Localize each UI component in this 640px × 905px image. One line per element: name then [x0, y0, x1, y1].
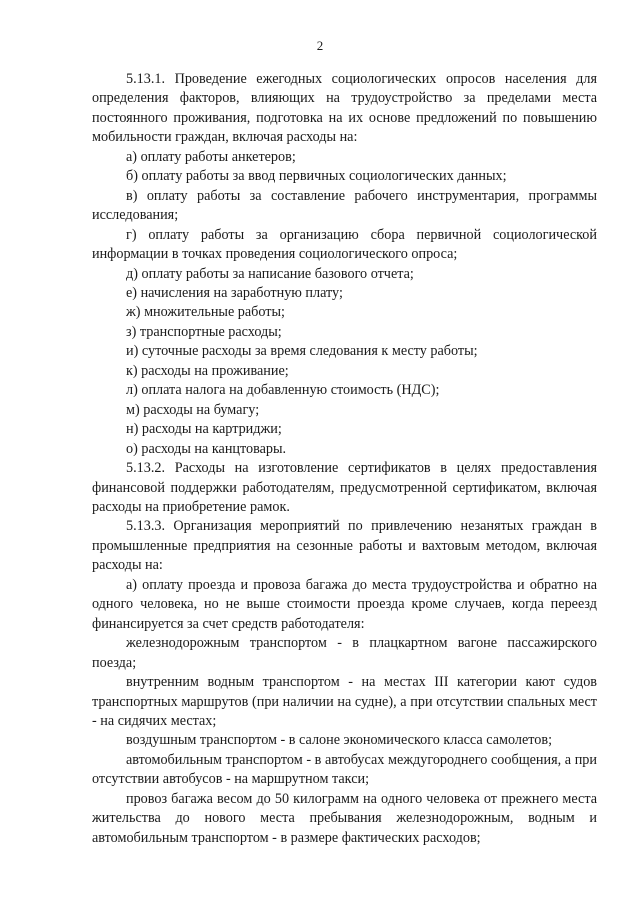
transport-air: воздушным транспортом - в салоне экономического класса самолетов;: [126, 732, 553, 749]
list-item-k: к) расходы на проживание;: [126, 362, 289, 379]
list-item-o: о) расходы на канцтовары.: [126, 440, 287, 457]
page-number: 2: [316, 38, 324, 53]
list-item-v: в) оплату работы за составление рабочего инструментария, программы исследования;: [92, 187, 597, 224]
paragraph-5-13-1: 5.13.1. Проведение ежегодных социологических опросов населения для определения факторов, влияющих на трудоустройство за пределами места постоянного проживания, подготовка на их основе предложений по повышению мобильности граждан, включая расходы на:: [92, 71, 597, 146]
transport-auto: автомобильным транспортом - в автобусах междугороднего сообщения, а при отсутствии автобусов - на маршрутном такси;: [92, 751, 597, 788]
transport-rail: железнодорожным транспортом - в плацкартном вагоне пассажирского поезда;: [92, 635, 597, 671]
paragraph-5-13-2: 5.13.2. Расходы на изготовление сертификатов в целях предоставления финансовой поддержки работодателям, предусмотренной сертификатом, включая расходы на приобретение рамок.: [92, 460, 597, 515]
list-item-a: а) оплату работы анкетеров;: [126, 148, 296, 165]
list-item-z: з) транспортные расходы;: [126, 323, 282, 340]
baggage-transport: провоз багажа весом до 50 килограмм на одного человека от прежнего места жительства до нового места пребывания железнодорожным, водным и автомобильным транспортом - в размере фактических расходов;: [92, 790, 597, 846]
list-item-zh: ж) множительные работы;: [126, 304, 285, 321]
list-item-d: д) оплату работы за написание базового отчета;: [126, 265, 414, 282]
list-item-i: и) суточные расходы за время следования к месту работы;: [126, 343, 478, 360]
paragraph-5-13-3: 5.13.3. Организация мероприятий по привлечению незанятых граждан в промышленные предприятия на сезонные работы и вахтовым методом, включая расходы на:: [92, 518, 597, 574]
transport-water: внутренним водным транспортом - на местах III категории кают судов транспортных маршрутов (при наличии на судне), а при отсутствии спальных мест - на сидячих местах;: [92, 674, 597, 729]
list-item-e: е) начисления на заработную плату;: [126, 284, 343, 301]
list-item-m: м) расходы на бумагу;: [126, 401, 260, 418]
list-item-travel-a: а) оплату проезда и провоза багажа до места трудоустройства и обратно на одного человека, но не выше стоимости проезда кроме случаев, когда переезд финансируется за счет средств работодателя:: [92, 576, 597, 632]
list-item-b: б) оплату работы за ввод первичных социологических данных;: [126, 168, 507, 185]
document-body: [92, 70, 597, 848]
list-item-l: л) оплата налога на добавленную стоимость (НДС);: [126, 382, 440, 399]
list-item-g: г) оплату работы за организацию сбора первичной социологической информации в точках проведения социологического опроса;: [92, 226, 597, 263]
list-item-n: н) расходы на картриджи;: [126, 421, 282, 438]
